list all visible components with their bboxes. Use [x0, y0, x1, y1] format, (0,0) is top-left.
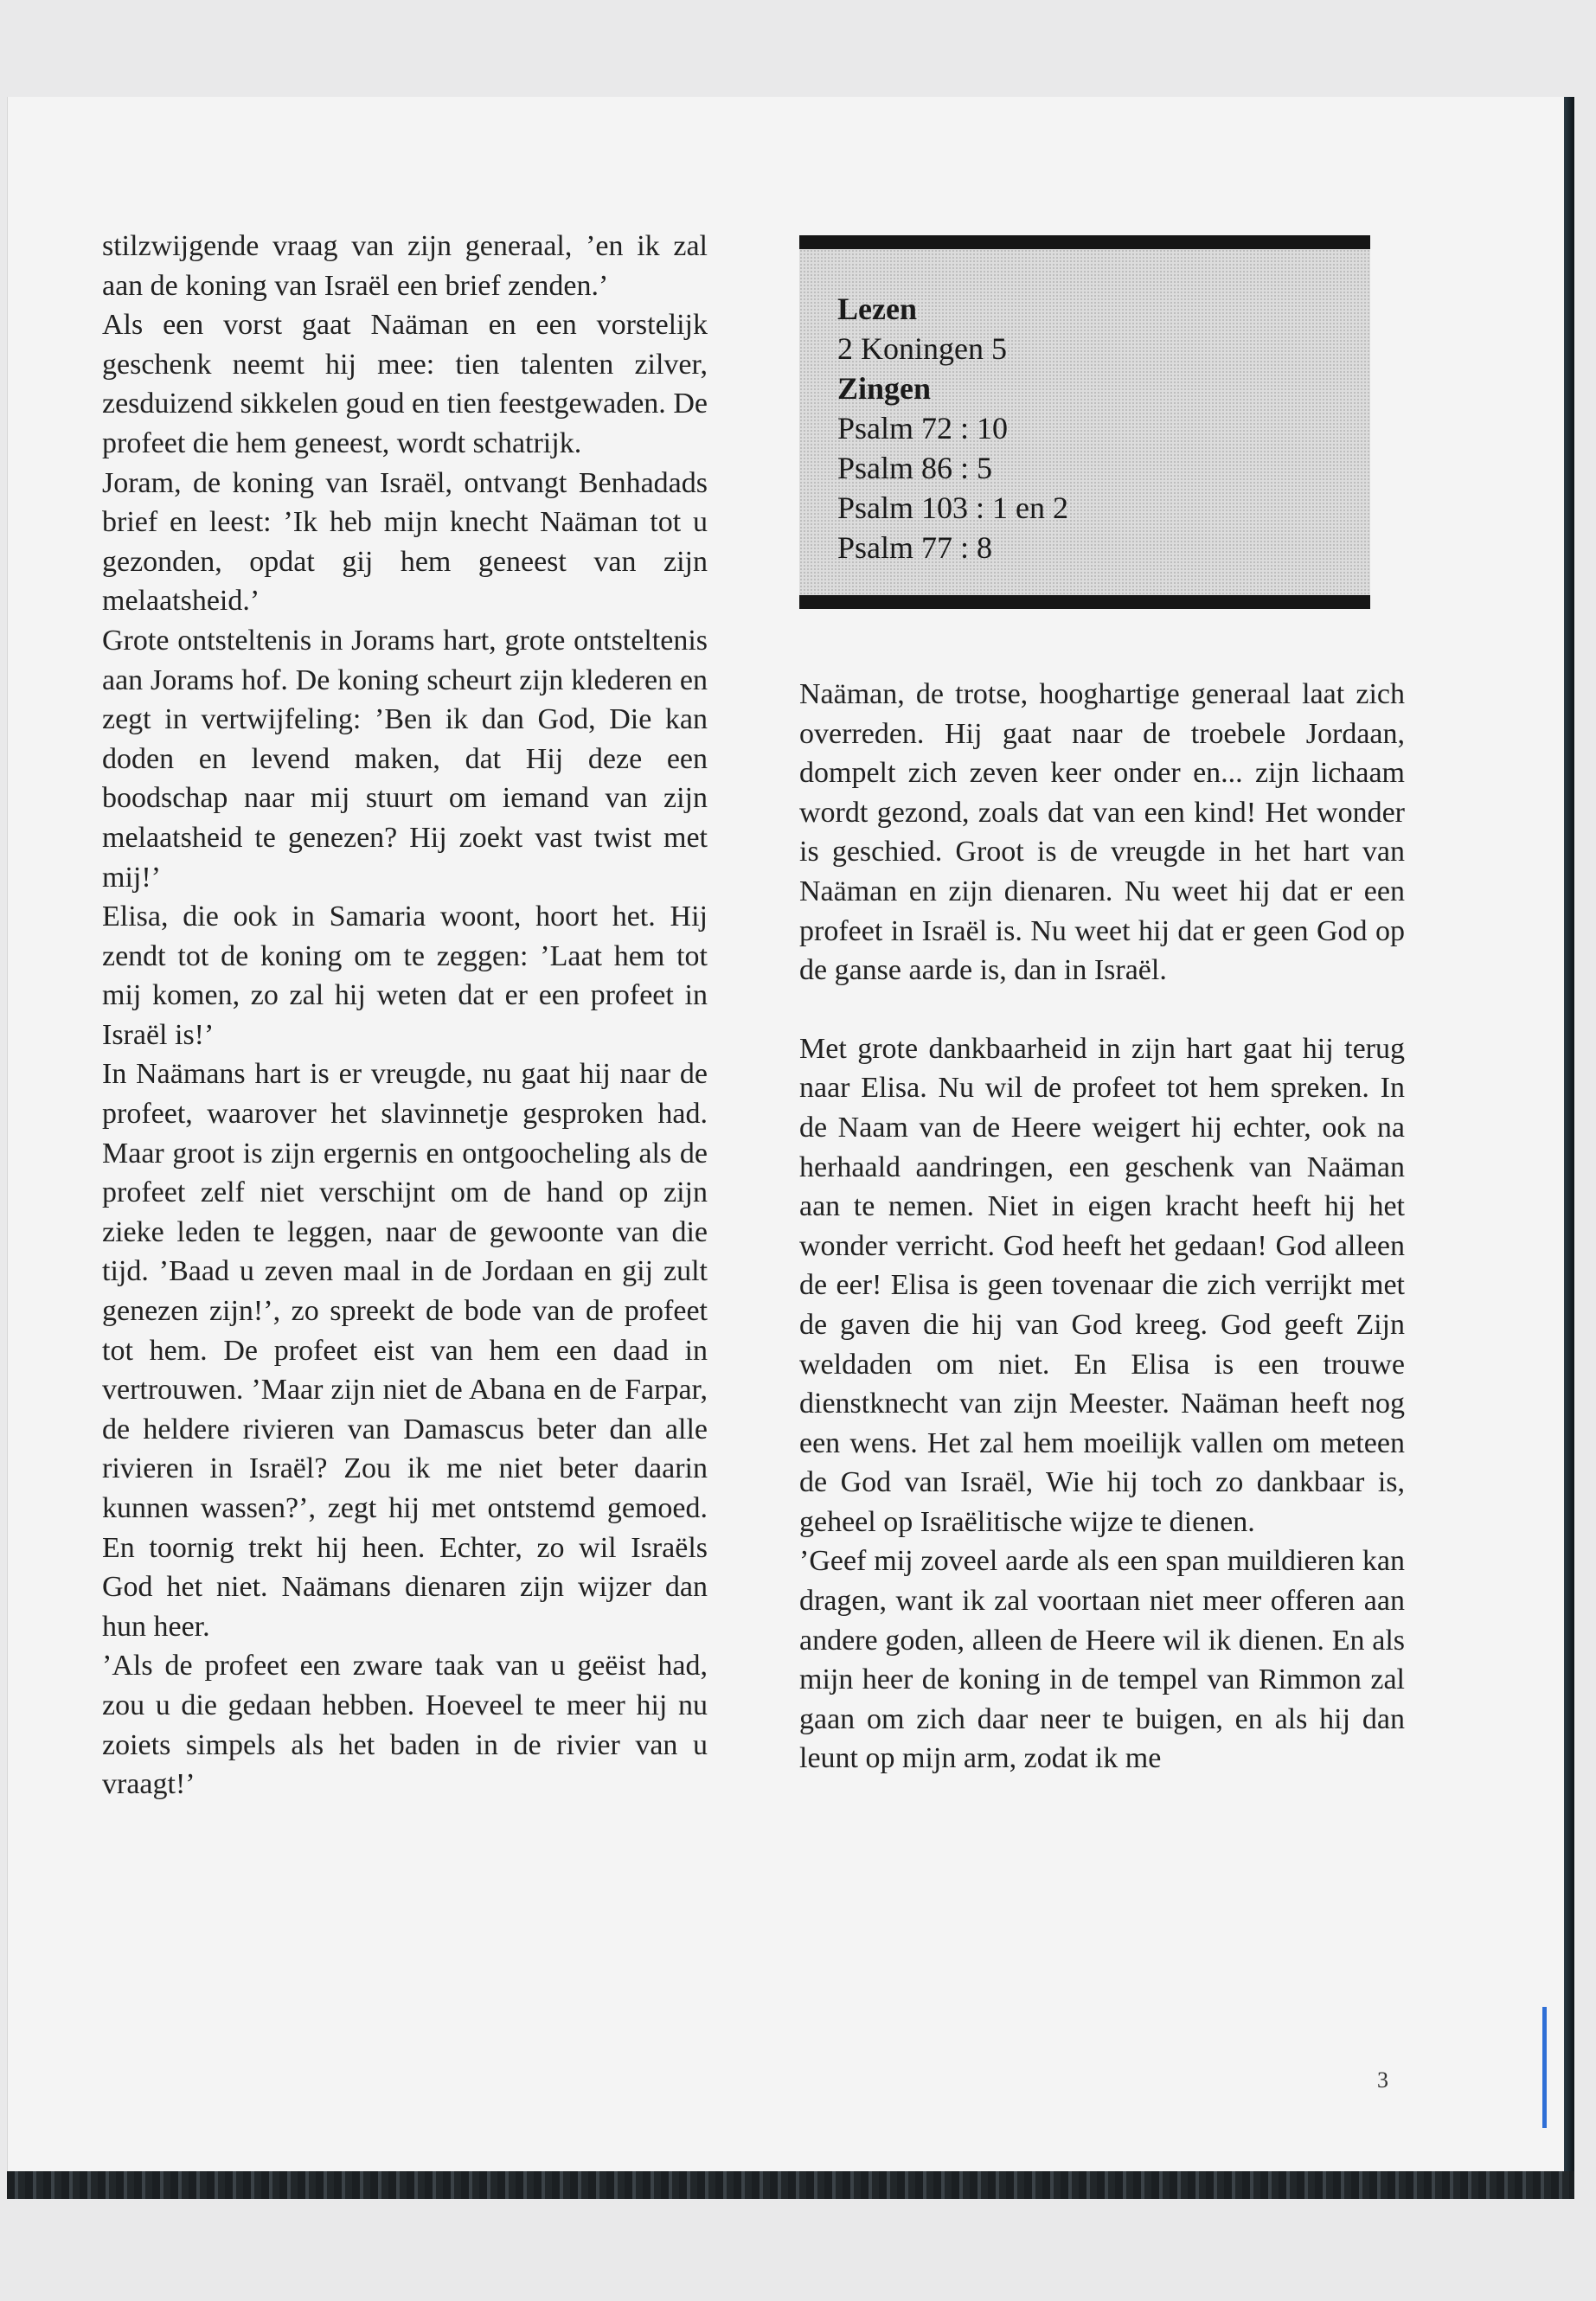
paragraph: Elisa, die ook in Samaria woont, hoort het. Hij zendt tot de koning om te zeggen: ’Laat hem tot mij komen, zo zal hij weten dat er een profeet in Israël is!’ — [102, 901, 708, 1051]
read-heading: Lezen — [837, 292, 917, 326]
book-spine-edge — [1564, 97, 1574, 2199]
paragraph: Naäman, de trotse, hooghartige generaal laat zich overreden. Hij gaat naar de troebele Jordaan, dompelt zich zeven keer onder en... zijn lichaam wordt gezond, zoals dat van een kind! Het wonder is geschied. Groot is de vreugde in het hart van Naäman en zijn dienaren. Nu weet hij dat er een profeet in Israël is. Nu weet hij dat er geen God op de ganse aarde is, dan in Israël. — [799, 678, 1405, 987]
reading-singing-list — [837, 289, 1068, 567]
page-number: 3 — [1377, 2067, 1388, 2093]
read-reference: 2 Koningen 5 — [837, 331, 1007, 366]
paragraph: ’Als de profeet een zware taak van u geëist had, zou u die gedaan hebben. Hoeveel te meer hij nu zoiets simpels als het baden in de rivier van u vraagt!’ — [102, 1650, 708, 1801]
reading-singing-box — [799, 235, 1370, 609]
book-bottom-edge — [7, 2171, 1574, 2199]
paragraph: Met grote dankbaarheid in zijn hart gaat hij terug naar Elisa. Nu wil de profeet tot hem spreken. In de Naam van de Heere weigert hij echter, ook na herhaald aandringen, een geschenk van Naäman aan te nemen. Niet in eigen kracht heeft hij het wonder verricht. God heeft het gedaan! God alleen de eer! Elisa is geen tovenaar die zich verrijkt met de gaven die hij van God kreeg. God geeft Zijn weldaden om niet. En Elisa is een trouwe dienstknecht van zijn Meester. Naäman heeft nog een wens. Het zal hem moeilijk vallen om meteen de God van Israël, Wie hij toch zo dankbaar is, geheel op Israëlitische wijze te dienen. — [799, 1032, 1405, 1538]
left-text-column — [102, 227, 708, 1804]
paragraph: Als een vorst gaat Naäman en een vorstelijk geschenk neemt hij mee: tien talenten zilver, zesduizend sikkelen goud en tien feestgewaden. De profeet die hem geneest, wordt schatrijk. — [102, 309, 708, 459]
psalm-item: Psalm 86 : 5 — [837, 451, 993, 485]
blue-edge-mark — [1542, 2007, 1547, 2128]
paragraph: Grote ontsteltenis in Jorams hart, grote ontsteltenis aan Jorams hof. De koning scheurt zijn klederen en zegt in vertwijfeling: ’Ben ik dan God, Die kan doden en levend maken, dat Hij deze een boodschap naar mij stuurt om iemand van zijn melaatsheid te genezen? Hij zoekt vast twist met mij!’ — [102, 624, 708, 894]
psalm-item: Psalm 72 : 10 — [837, 411, 1009, 445]
sing-heading: Zingen — [837, 371, 932, 406]
psalm-item: Psalm 77 : 8 — [837, 530, 993, 565]
paragraph: In Naämans hart is er vreugde, nu gaat hij naar de profeet, waarover het slavinnetje gesproken had. Maar groot is zijn ergernis en ontgoocheling als de profeet zelf niet verschijnt om de hand op zijn zieke leden te leggen, naar de gewoonte van die tijd. ’Baad u zeven maal in de Jordaan en gij zult genezen zijn!’, zo spreekt de bode van de profeet tot hem. De profeet eist van hem een daad in vertrouwen. ’Maar zijn niet de Abana en de Farpar, de heldere rivieren van Damascus beter dan alle rivieren in Israël? Zou ik me niet beter daarin kunnen wassen?’, zegt hij met ontstemd gemoed. En toornig trekt hij heen. Echter, zo wil Israëls God het niet. Naämans dienaren zijn wijzer dan hun heer. — [102, 1058, 708, 1643]
right-text-column — [799, 675, 1405, 1779]
paragraph: stilzwijgende vraag van zijn generaal, ’en ik zal aan de koning van Israël een brief zenden.’ — [102, 230, 708, 302]
paragraph: Joram, de koning van Israël, ontvangt Benhadads brief en leest: ’Ik heb mijn knecht Naäman tot u gezonden, opdat gij hem geneest van zijn melaatsheid.’ — [102, 466, 708, 618]
psalm-item: Psalm 103 : 1 en 2 — [837, 490, 1068, 525]
paragraph: ’Geef mij zoveel aarde als een span muildieren kan dragen, want ik zal voortaan niet meer offeren aan andere goden, alleen de Heere wil ik dienen. En als mijn heer de koning in de tempel van Rimmon zal gaan om zich daar neer te buigen, en als hij dan leunt op mijn arm, zodat ik me — [799, 1545, 1405, 1775]
